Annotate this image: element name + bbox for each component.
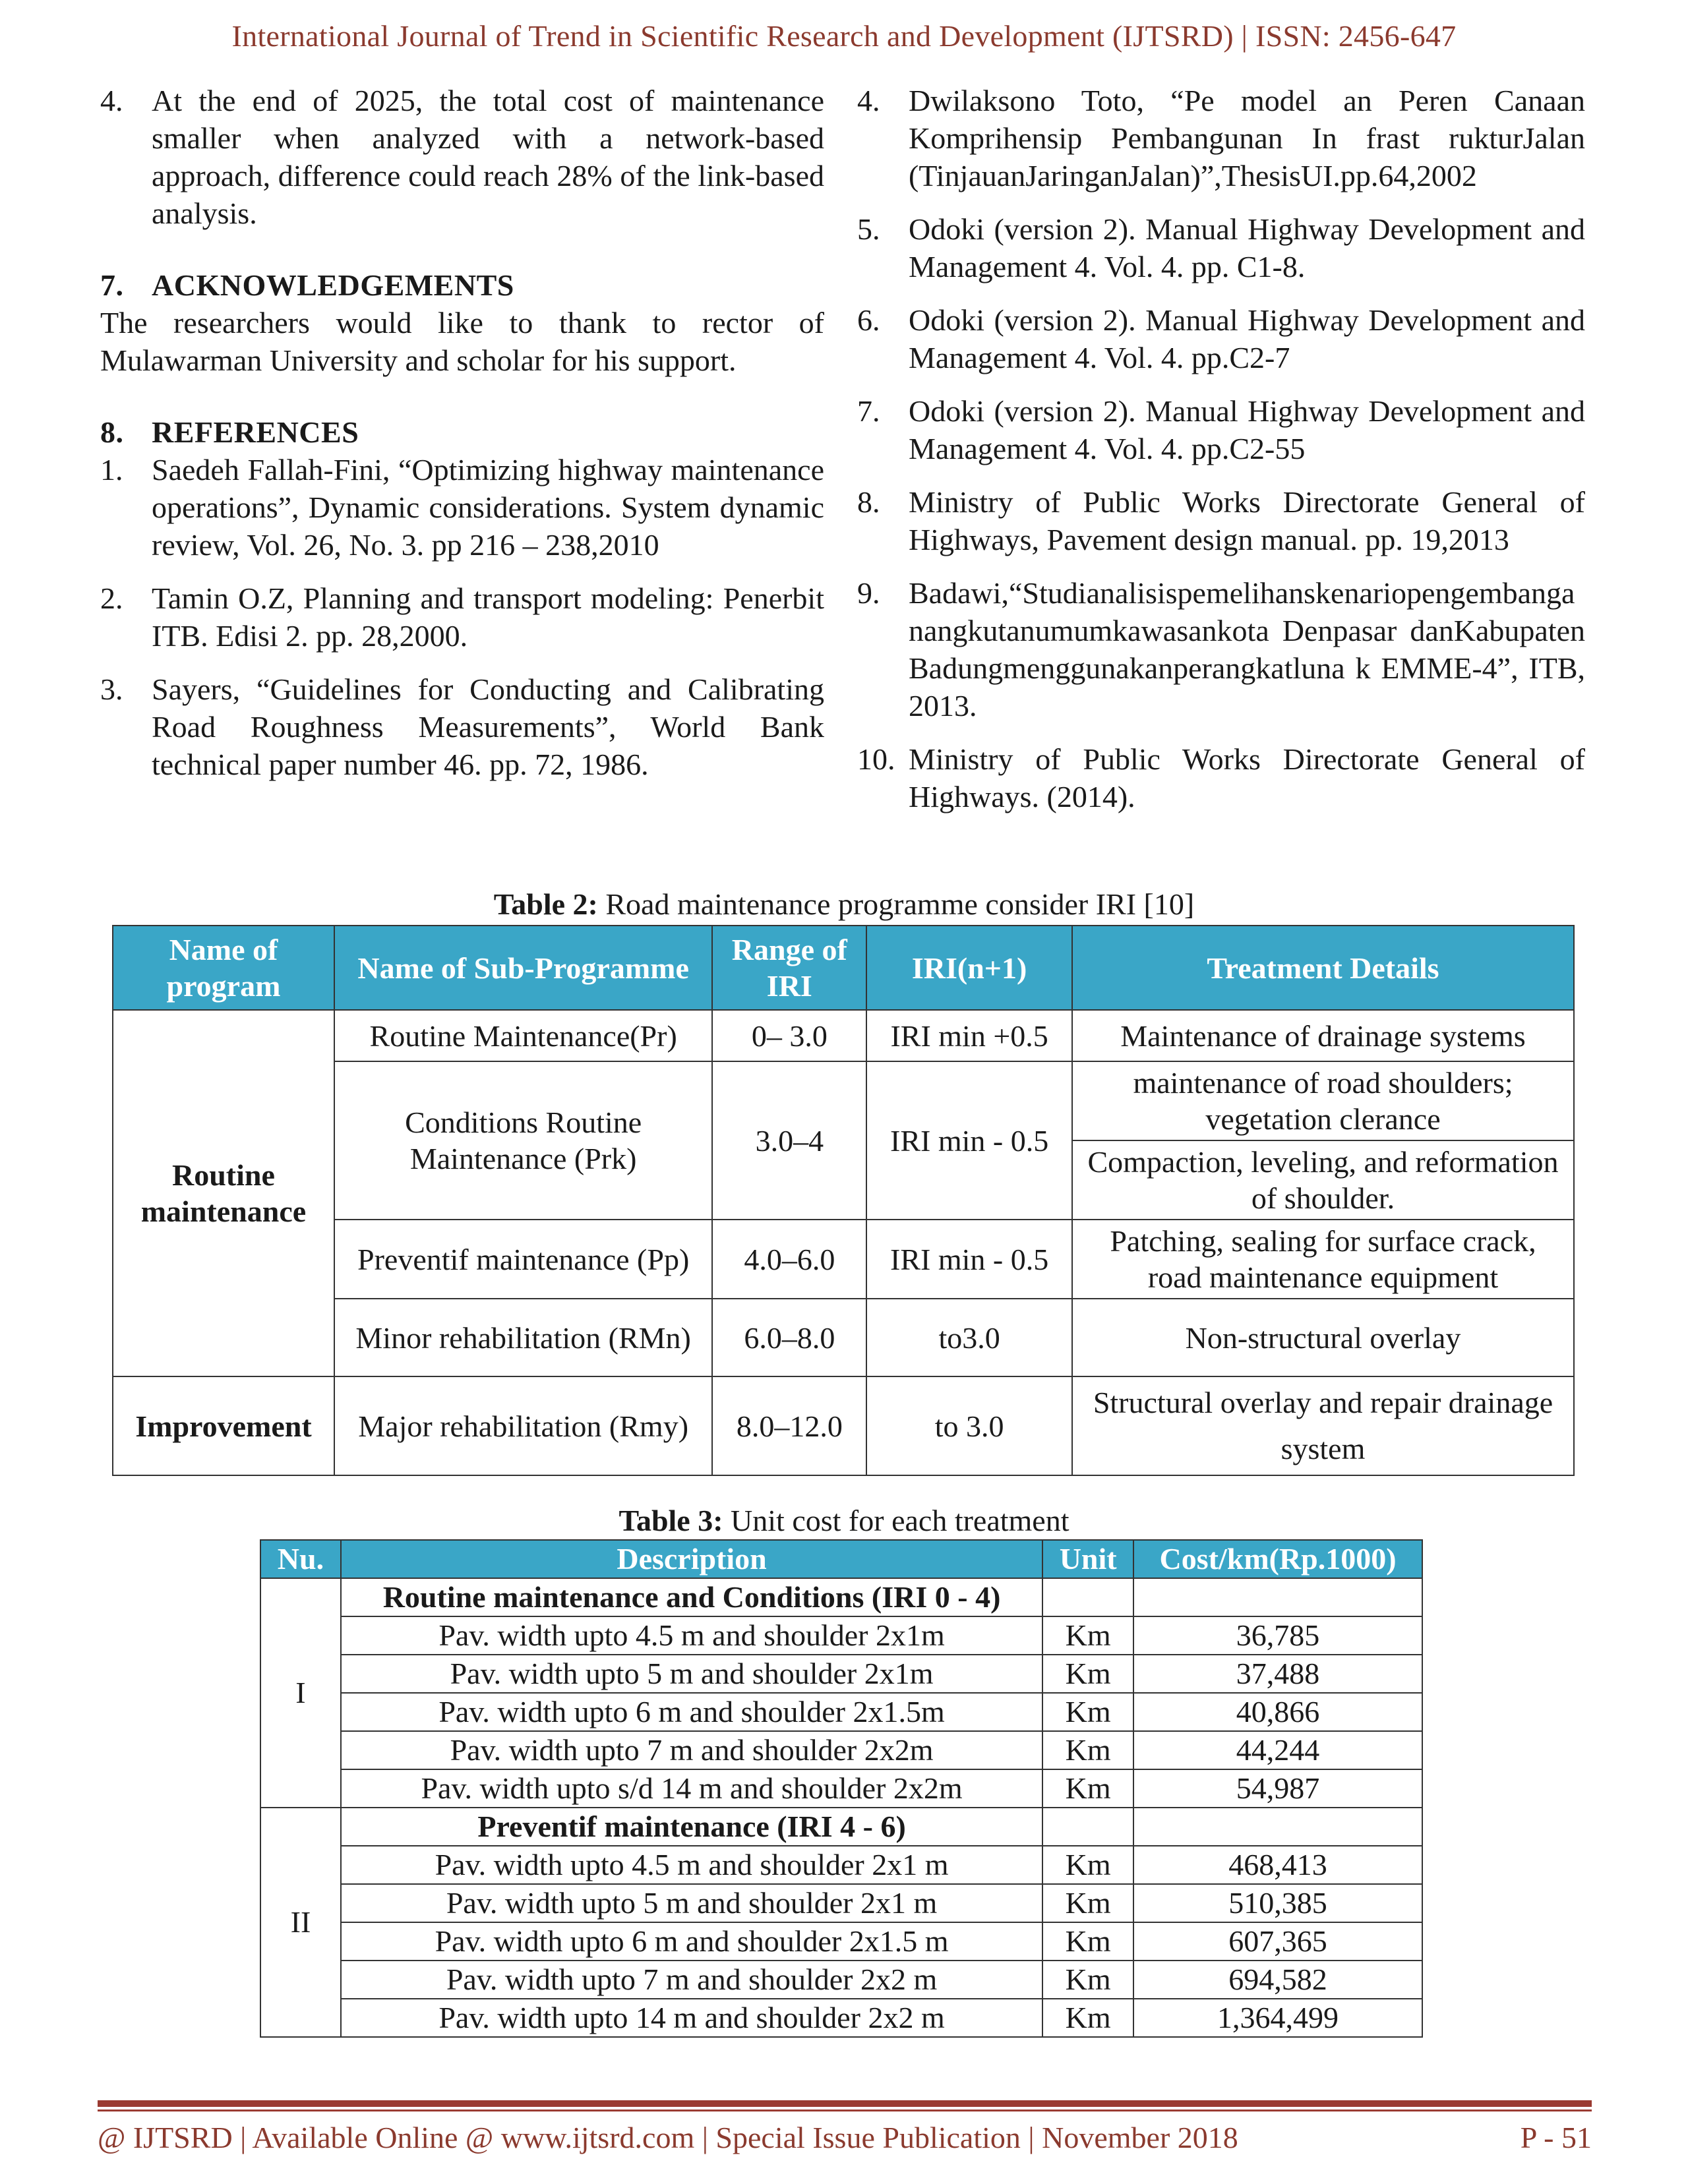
table-cell: IRI min - 0.5 — [866, 1220, 1072, 1299]
group-header-row — [260, 1808, 1422, 1846]
table-cell: Km — [1042, 1999, 1133, 2037]
footer-divider-thin — [98, 2110, 1592, 2111]
item-text: At the end of 2025, the total cost of maintenance smaller when analyzed with a network-based approach, difference could reach 28% of the link-based analysis. — [152, 84, 824, 230]
right-column — [857, 82, 1585, 815]
group-number: II — [260, 1808, 341, 2037]
table-cell: 6.0–8.0 — [712, 1299, 866, 1376]
table-cell: Routine Maintenance(Pr) — [334, 1010, 713, 1061]
table-cell: Maintenance of drainage systems — [1072, 1010, 1574, 1061]
table-cell: Pav. width upto 14 m and shoulder 2x2 m — [341, 1999, 1042, 2037]
table-cell: to3.0 — [866, 1299, 1072, 1376]
table-cell: 37,488 — [1133, 1655, 1422, 1693]
table-cell: Pav. width upto 6 m and shoulder 2x1.5m — [341, 1693, 1042, 1731]
program-name: Improvement — [113, 1376, 334, 1475]
table-cell: Non-structural overlay — [1072, 1299, 1574, 1376]
table-row — [113, 1010, 1574, 1061]
table-cell: to 3.0 — [866, 1376, 1072, 1475]
table-cell: Minor rehabilitation (RMn) — [334, 1299, 713, 1376]
page-number: P - 51 — [1520, 2121, 1592, 2154]
table-cell: Km — [1042, 1922, 1133, 1961]
table-cell: Pav. width upto 4.5 m and shoulder 2x1m — [341, 1616, 1042, 1655]
table-cell: Km — [1042, 1616, 1133, 1655]
journal-header: International Journal of Trend in Scientific Research and Development (IJTSRD) | ISSN: 2456-647 — [231, 19, 1457, 53]
table-cell — [1042, 1808, 1133, 1846]
table-cell: Patching, sealing for surface crack, road maintenance equipment — [1072, 1220, 1574, 1299]
table-row — [260, 1616, 1422, 1655]
table-cell: Major rehabilitation (Rmy) — [334, 1376, 713, 1475]
table-cell: 607,365 — [1133, 1922, 1422, 1961]
table-cell — [1133, 1578, 1422, 1616]
table-row — [260, 1693, 1422, 1731]
table-cell: Km — [1042, 1961, 1133, 1999]
reference-item: 3. Sayers, “Guidelines for Conducting and Calibrating Road Roughness Measurements”, World Bank technical paper number 46. pp. 72, 1986. — [100, 672, 824, 781]
footer-text: @ IJTSRD | Available Online @ www.ijtsrd.com | Special Issue Publication | November 2018 — [98, 2121, 1238, 2154]
table-cell — [1133, 1808, 1422, 1846]
table-row — [260, 1846, 1422, 1884]
footer-divider — [98, 2100, 1592, 2107]
column-header: Range of IRI — [712, 926, 866, 1010]
table-cell: Compaction, leveling, and reformation of shoulder. — [1072, 1140, 1574, 1220]
table-cell: Conditions Routine Maintenance (Prk) — [334, 1061, 713, 1220]
group-number: I — [260, 1578, 341, 1808]
table-cell: Pav. width upto 7 m and shoulder 2x2m — [341, 1731, 1042, 1769]
table-cell: Pav. width upto 6 m and shoulder 2x1.5 m — [341, 1922, 1042, 1961]
column-header: Cost/km(Rp.1000) — [1133, 1540, 1422, 1578]
table-cell: 44,244 — [1133, 1731, 1422, 1769]
table-cell: Km — [1042, 1655, 1133, 1693]
program-name: Routine maintenance — [113, 1010, 334, 1376]
table-cell: Pav. width upto 5 m and shoulder 2x1 m — [341, 1884, 1042, 1922]
conclusion-item-4 — [100, 82, 824, 232]
table-row — [260, 1961, 1422, 1999]
column-header: Description — [341, 1540, 1042, 1578]
table-cell: 8.0–12.0 — [712, 1376, 866, 1475]
table-row — [260, 1769, 1422, 1808]
table2 — [112, 925, 1575, 1476]
table-cell: 3.0–4 — [712, 1061, 866, 1220]
page-footer — [98, 2120, 1592, 2155]
table-cell: maintenance of road shoulders; vegetation clerance — [1072, 1061, 1574, 1140]
reference-item: 10. Ministry of Public Works Directorate General of Highways. (2014). — [857, 742, 1585, 813]
table-cell: 1,364,499 — [1133, 1999, 1422, 2037]
table3-caption: Table 3: Unit cost for each treatment — [618, 1504, 1070, 1537]
table-cell: 36,785 — [1133, 1616, 1422, 1655]
table-cell: Preventif maintenance (Pp) — [334, 1220, 713, 1299]
table-row — [260, 1922, 1422, 1961]
reference-item: 9. Badawi,“Studianalisispemelihanskenariopengembanganangkutanumumkawasankota Denpasar danKabupatenBadungmenggunakanperangkatluna k EMME-4”, ITB, 2013. — [857, 576, 1585, 723]
table-row — [260, 1731, 1422, 1769]
table-row — [260, 1999, 1422, 2037]
table-cell: IRI min +0.5 — [866, 1010, 1072, 1061]
group-title: Preventif maintenance (IRI 4 - 6) — [341, 1808, 1042, 1846]
table2-caption: Table 2: Road maintenance programme consider IRI [10] — [493, 887, 1195, 921]
column-header: IRI(n+1) — [866, 926, 1072, 1010]
column-header: Treatment Details — [1072, 926, 1574, 1010]
acknowledgements-text: The researchers would like to thank to rector of Mulawarman University and scholar for his support. — [100, 306, 824, 377]
reference-item: 5. Odoki (version 2). Manual Highway Development and Management 4. Vol. 4. pp. C1-8. — [857, 212, 1585, 283]
reference-item: 2. Tamin O.Z, Planning and transport modeling: Penerbit ITB. Edisi 2. pp. 28,2000. — [100, 581, 824, 653]
table-cell — [1042, 1578, 1133, 1616]
references-heading: 8. REFERENCES — [100, 415, 359, 449]
reference-item: 8. Ministry of Public Works Directorate General of Highways, Pavement design manual. pp. 19,2013 — [857, 485, 1585, 556]
table-cell: Km — [1042, 1693, 1133, 1731]
table-row — [260, 1884, 1422, 1922]
column-header: Name of Sub-Programme — [334, 926, 713, 1010]
table-cell: 694,582 — [1133, 1961, 1422, 1999]
table-cell: Pav. width upto 5 m and shoulder 2x1m — [341, 1655, 1042, 1693]
column-header: Name of program — [113, 926, 334, 1010]
table-cell: 510,385 — [1133, 1884, 1422, 1922]
table-cell: 54,987 — [1133, 1769, 1422, 1808]
table-cell: 0– 3.0 — [712, 1010, 866, 1061]
table-cell: 4.0–6.0 — [712, 1220, 866, 1299]
column-header: Unit — [1042, 1540, 1133, 1578]
table-cell: Km — [1042, 1769, 1133, 1808]
reference-item: 7. Odoki (version 2). Manual Highway Development and Management 4. Vol. 4. pp.C2-55 — [857, 394, 1585, 465]
table-cell: Km — [1042, 1731, 1133, 1769]
table-cell: Pav. width upto 7 m and shoulder 2x2 m — [341, 1961, 1042, 1999]
item-number: 4. — [100, 84, 123, 117]
table-cell: 468,413 — [1133, 1846, 1422, 1884]
reference-item: 6. Odoki (version 2). Manual Highway Development and Management 4. Vol. 4. pp.C2-7 — [857, 303, 1585, 374]
left-column — [100, 82, 824, 783]
table-cell: Structural overlay and repair drainage system — [1072, 1376, 1574, 1475]
group-title: Routine maintenance and Conditions (IRI 0 - 4) — [341, 1578, 1042, 1616]
column-header: Nu. — [260, 1540, 341, 1578]
table-cell: Pav. width upto 4.5 m and shoulder 2x1 m — [341, 1846, 1042, 1884]
table-cell: 40,866 — [1133, 1693, 1422, 1731]
reference-item: 1. Saedeh Fallah-Fini, “Optimizing highway maintenance operations”, Dynamic considerations. System dynamic review, Vol. 26, No. 3. pp 216 – 238,2010 — [100, 453, 824, 562]
table-row — [113, 1376, 1574, 1475]
table-cell: Pav. width upto s/d 14 m and shoulder 2x2m — [341, 1769, 1042, 1808]
table3 — [260, 1539, 1423, 2038]
group-header-row — [260, 1578, 1422, 1616]
table-cell: Km — [1042, 1884, 1133, 1922]
acknowledgements-heading: 7. ACKNOWLEDGEMENTS — [100, 268, 514, 302]
table-cell: Km — [1042, 1846, 1133, 1884]
reference-item: 4. Dwilaksono Toto, “Pe model an Peren Canaan Komprihensip Pembangunan In frast rukturJalan (TinjauanJaringanJalan)”,ThesisUI.pp.64,2002 — [857, 84, 1585, 192]
table-cell: IRI min - 0.5 — [866, 1061, 1072, 1220]
table-row — [260, 1655, 1422, 1693]
